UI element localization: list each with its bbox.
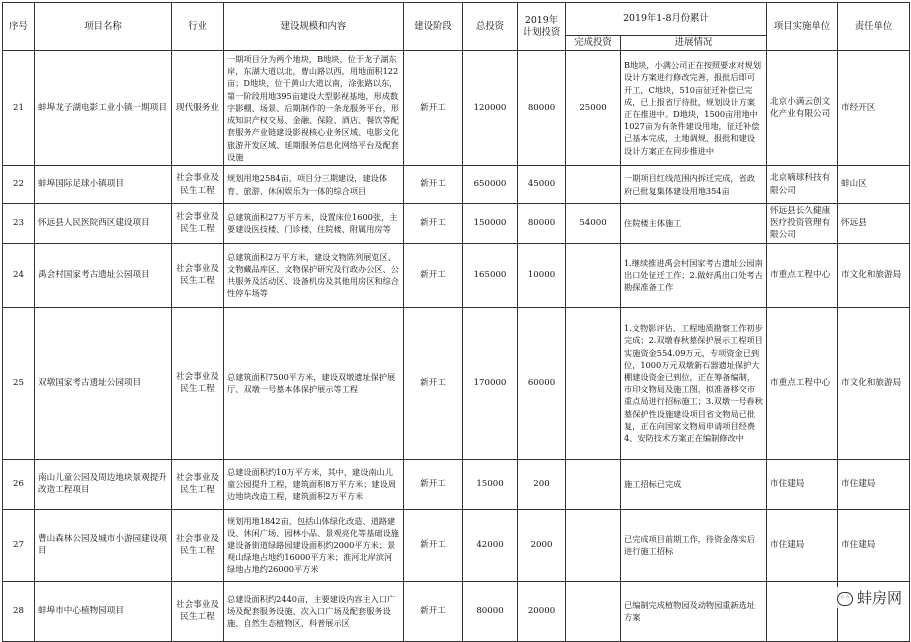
cell-name: 怀远县人民医院西区建设项目 xyxy=(35,204,172,244)
header-scope: 建设规模和内容 xyxy=(224,3,404,51)
cell-seq: 28 xyxy=(3,581,35,641)
cell-resp: 市经开区 xyxy=(838,51,910,166)
table-row xyxy=(3,581,910,641)
header-resp: 责任单位 xyxy=(838,3,910,51)
cell-name: 蚌埠龙子湖电影工业小镇一期项目 xyxy=(35,51,172,166)
cell-scope: 总建设面积约10万平方米，其中，建设南山儿童公园提升工程，建筑面积8万平方米；建设周边地块改造工程，建筑面积2万平方米 xyxy=(224,459,404,509)
cell-seq: 23 xyxy=(3,204,35,244)
cell-resp: 市文化和旅游局 xyxy=(838,307,910,459)
cell-completed xyxy=(566,459,621,509)
cell-industry: 现代服务业 xyxy=(172,51,224,166)
cell-stage: 新开工 xyxy=(404,204,463,244)
table-row xyxy=(3,51,910,166)
header-industry: 行业 xyxy=(172,3,224,51)
cell-plan: 2000 xyxy=(518,509,566,581)
cell-completed: 25000 xyxy=(566,51,621,166)
cell-industry: 社会事业及民生工程 xyxy=(172,581,224,641)
cell-scope: 总建筑面积2万平方米，建设文物陈列展览区、文物藏品库区、文物保护研究及行政办公区、公共服务及活动区、设备机房及其他用房区和综合性停车场等 xyxy=(224,243,404,307)
cell-total: 80000 xyxy=(463,581,518,641)
watermark xyxy=(834,587,905,608)
table-row xyxy=(3,509,910,581)
cell-total: 650000 xyxy=(463,166,518,204)
cell-total: 120000 xyxy=(463,51,518,166)
cell-name: 蚌埠国际足球小镇项目 xyxy=(35,166,172,204)
cell-progress: B地块，小满公司正在按照要求对规划设计方案进行修改完善，报批后即可开工，C地块，510亩征迁补偿已完成，已上报省厅待批，规划设计方案正在推进中。D地块，1500亩用地中1027亩为有条件建设用地，征迁补偿已基本完成，土地调规、报批和建设设计方案正在同步推进中 xyxy=(621,51,767,166)
cell-industry: 社会事业及民生工程 xyxy=(172,307,224,459)
watermark-text: 蚌房网 xyxy=(856,589,902,607)
cell-completed xyxy=(566,509,621,581)
cell-seq: 24 xyxy=(3,243,35,307)
cell-resp: 怀远县 xyxy=(838,204,910,244)
cell-total: 15000 xyxy=(463,459,518,509)
cell-completed xyxy=(566,307,621,459)
cell-unit: 市重点工程中心 xyxy=(767,307,838,459)
cell-scope: 一期项目分为两个地块，B地块，位于龙子湖东岸，东湖大道以北，曹山路以西，用地面积122亩；D地块，位于黄山大道以南，涂张路以东，第一阶段用地395亩建设大型影视基地，形成数字影棚、场景、后期制作的一条龙服务平台，形成知识产权交易、金融、保险、酒店、餐饮等配套服务产业链建设影视核心业务区域、电影文化旅游开发区域、延期服务信息化网络平台及配套设施 xyxy=(224,51,404,166)
cell-unit xyxy=(767,581,838,641)
cell-unit: 市重点工程中心 xyxy=(767,243,838,307)
header-seq: 序号 xyxy=(3,3,35,51)
cell-industry: 社会事业及民生工程 xyxy=(172,243,224,307)
cell-total: 165000 xyxy=(463,243,518,307)
cell-resp: 市文化和旅游局 xyxy=(838,243,910,307)
cell-stage: 新开工 xyxy=(404,243,463,307)
cell-name: 禹会村国家考古遗址公园项目 xyxy=(35,243,172,307)
cell-industry: 社会事业及民生工程 xyxy=(172,204,224,244)
cell-unit: 市住建局 xyxy=(767,509,838,581)
cell-resp: 市住建局 xyxy=(838,509,910,581)
cell-total: 170000 xyxy=(463,307,518,459)
cell-seq: 26 xyxy=(3,459,35,509)
cell-resp: 市住建局 xyxy=(838,459,910,509)
cell-plan: 60000 xyxy=(518,307,566,459)
table-row xyxy=(3,204,910,244)
cell-name: 曹山森林公园及城市小游园建设项目 xyxy=(35,509,172,581)
cell-plan: 200 xyxy=(518,459,566,509)
cell-plan: 80000 xyxy=(518,51,566,166)
cell-stage: 新开工 xyxy=(404,581,463,641)
cell-industry: 社会事业及民生工程 xyxy=(172,459,224,509)
cell-stage: 新开工 xyxy=(404,51,463,166)
cell-industry: 社会事业及民生工程 xyxy=(172,166,224,204)
table-row xyxy=(3,307,910,459)
cell-scope: 总建设面积约2440亩，主要建设内容主入口广场及配套服务设施、次入口广场及配套服务设施、自然生态植物区、科普展示区 xyxy=(224,581,404,641)
cell-completed: 54000 xyxy=(566,204,621,244)
cell-scope: 规划用地2584亩，项目分三期建设，建设体育、旅游、休闲娱乐为一体的综合项目 xyxy=(224,166,404,204)
cell-name: 蚌埠市中心植物园项目 xyxy=(35,581,172,641)
cell-resp: 蚌山区 xyxy=(838,166,910,204)
cell-unit: 市住建局 xyxy=(767,459,838,509)
chat-bubble-icon: ◦◦ xyxy=(837,592,853,606)
cell-scope: 总建筑面积27万平方米，设置床位1600张，主要建设医技楼、门诊楼、住院楼、附属用房等 xyxy=(224,204,404,244)
table-row xyxy=(3,459,910,509)
cell-stage: 新开工 xyxy=(404,307,463,459)
cell-name: 南山儿童公园及周边地块景观提升改造工程项目 xyxy=(35,459,172,509)
project-table xyxy=(2,2,910,642)
cell-completed xyxy=(566,166,621,204)
cell-plan: 45000 xyxy=(518,166,566,204)
cell-progress: 1.继续推进禹会村国家考古遗址公园南出口处征迁工作；2.做好禹出口处考古勘探准备工作 xyxy=(621,243,767,307)
cell-progress: 已编制完成植物园及动物园重新选址方案 xyxy=(621,581,767,641)
cell-seq: 21 xyxy=(3,51,35,166)
cell-plan: 20000 xyxy=(518,581,566,641)
cell-progress: 1.文物影评估、工程地质勘察工作初步完成；2.双墩春秋墓保护展示工程项目实施资金554.09万元，专项资金已到位，1000万元双墩新石器遗址保护大棚建设资金已到位，正在筹备编制，市印文物局及施工图，拟准备移交市重点局进行招标施工；3.双墩一号春秋墓保护性设施建设项目省文物局已批复，正在向国家文物局申请项目经费4、安防技术方案正在编制修改中 xyxy=(621,307,767,459)
cell-plan: 80000 xyxy=(518,204,566,244)
cell-industry: 社会事业及民生工程 xyxy=(172,509,224,581)
cell-unit: 北京嘀球科技有限公司 xyxy=(767,166,838,204)
cell-progress: 住院楼主体施工 xyxy=(621,204,767,244)
cell-seq: 25 xyxy=(3,307,35,459)
header-cumulative: 2019年1-8月份累计 xyxy=(566,3,767,36)
cell-seq: 22 xyxy=(3,166,35,204)
cell-total: 42000 xyxy=(463,509,518,581)
cell-scope: 规划用地1842亩，包括山体绿化改造、道路建设、休闲广场、园林小品、景观亮化等基础设施建设备街道绿路园建设面积约2000平方米；景观山绿地占地约16000平方米；淮河北岸滨河绿地占地约26000平方米 xyxy=(224,509,404,581)
header-total: 总投资 xyxy=(463,3,518,51)
header-completed: 完成投资 xyxy=(566,36,621,51)
table-row xyxy=(3,166,910,204)
header-plan: 2019年计划投资 xyxy=(518,3,566,51)
cell-unit: 北京小满云创文化产业有限公司 xyxy=(767,51,838,166)
header-name: 项目名称 xyxy=(35,3,172,51)
cell-completed xyxy=(566,581,621,641)
header-unit: 项目实施单位 xyxy=(767,3,838,51)
cell-seq: 27 xyxy=(3,509,35,581)
cell-progress: 已完成项目前期工作，待资金落实后进行施工招标 xyxy=(621,509,767,581)
cell-plan: 10000 xyxy=(518,243,566,307)
cell-unit: 怀远县长久健康医疗投资管理有限公司 xyxy=(767,204,838,244)
table-row xyxy=(3,243,910,307)
cell-stage: 新开工 xyxy=(404,166,463,204)
cell-stage: 新开工 xyxy=(404,509,463,581)
cell-stage: 新开工 xyxy=(404,459,463,509)
cell-completed xyxy=(566,243,621,307)
cell-total: 150000 xyxy=(463,204,518,244)
cell-name: 双墩国家考古遗址公园项目 xyxy=(35,307,172,459)
header-stage: 建设阶段 xyxy=(404,3,463,51)
cell-progress: 施工招标已完成 xyxy=(621,459,767,509)
header-progress: 进展情况 xyxy=(621,36,767,51)
cell-progress: 一期项目红线范围内拆迁完成，省政府已批复集体建设用地354亩 xyxy=(621,166,767,204)
cell-scope: 总建筑面积7500平方米，建设双墩遗址保护展厅、双墩一号墓本体保护展示等工程 xyxy=(224,307,404,459)
